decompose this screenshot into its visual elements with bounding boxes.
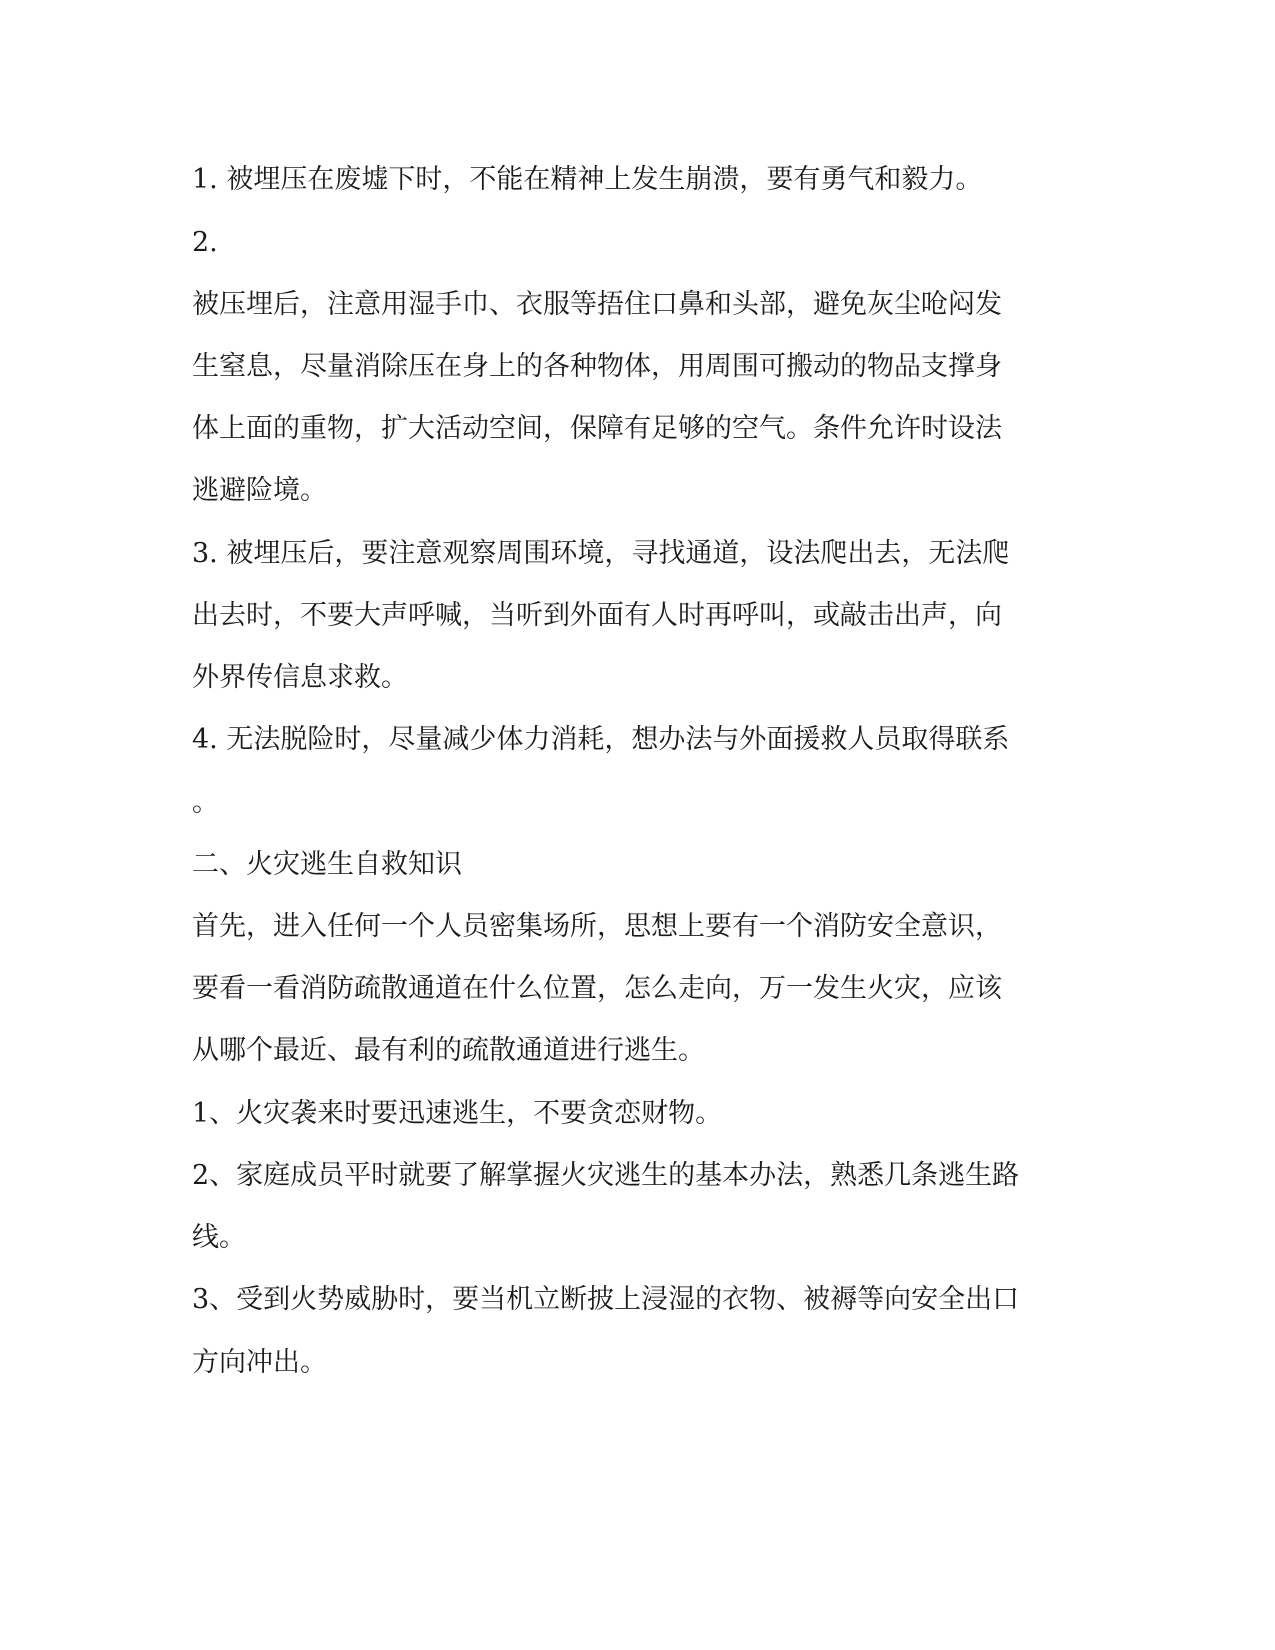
text-line: 线。 (192, 1222, 246, 1253)
text-line: 4. 无法脱险时，尽量减少体力消耗，想办法与外面援救人员取得联系 (192, 724, 1010, 755)
text-line: 出去时，不要大声呼喊，当听到外面有人时再呼叫，或敲击出声，向 (192, 600, 1002, 631)
text-line: 2、家庭成员平时就要了解掌握火灾逃生的基本办法，熟悉几条逃生路 (192, 1160, 1020, 1191)
section-heading: 二、火灾逃生自救知识 (192, 849, 462, 880)
text-line: 被压埋后，注意用湿手巾、衣服等捂住口鼻和头部，避免灰尘呛闷发 (192, 289, 1002, 320)
text-line: 体上面的重物，扩大活动空间，保障有足够的空气。条件允许时设法 (192, 413, 1002, 444)
text-line: 生窒息，尽量消除压在身上的各种物体，用周围可搬动的物品支撑身 (192, 351, 1002, 382)
text-line: 1. 被埋压在废墟下时，不能在精神上发生崩溃，要有勇气和毅力。 (192, 164, 983, 195)
text-line: 要看一看消防疏散通道在什么位置，怎么走向，万一发生火灾，应该 (192, 973, 1002, 1004)
text-line: 逃避险境。 (192, 475, 327, 506)
text-line: 1、火灾袭来时要迅速逃生，不要贪恋财物。 (192, 1098, 723, 1129)
text-line: 2. (192, 227, 218, 258)
text-line: 方向冲出。 (192, 1347, 327, 1378)
text-line: 3. 被埋压后，要注意观察周围环境，寻找通道，设法爬出去，无法爬 (192, 538, 1010, 569)
text-line: 首先，进入任何一个人员密集场所，思想上要有一个消防安全意识， (192, 911, 1002, 942)
text-line: 外界传信息求救。 (192, 662, 408, 693)
text-line: 3、受到火势威胁时，要当机立断披上浸湿的衣物、被褥等向安全出口 (192, 1284, 1020, 1315)
text-line: 从哪个最近、最有利的疏散通道进行逃生。 (192, 1035, 705, 1066)
text-line: 。 (192, 787, 219, 818)
